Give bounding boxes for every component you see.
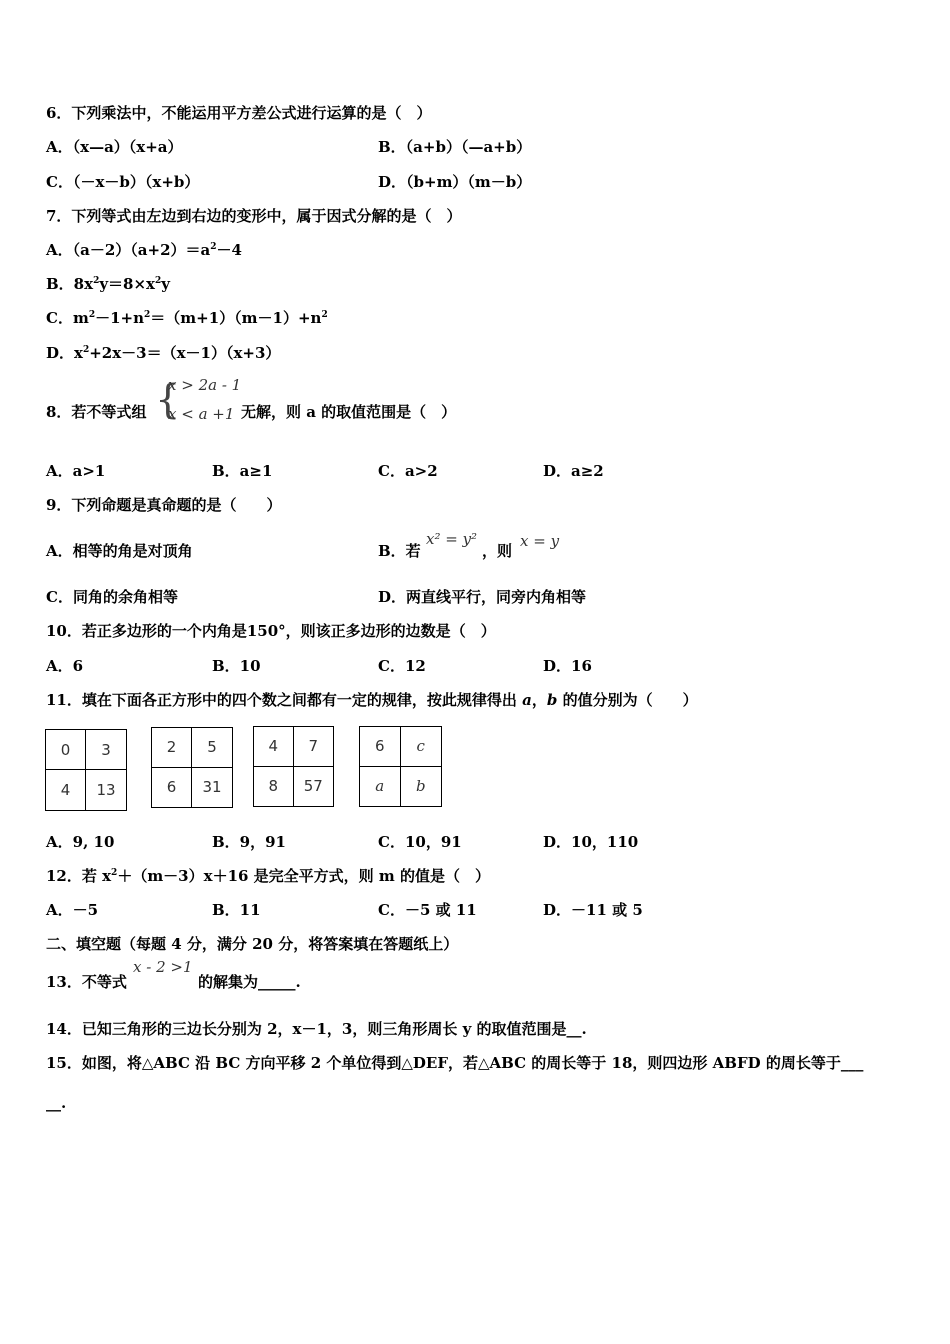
square-cell: 6 (152, 768, 192, 808)
q10-option-c: C．12 (378, 657, 426, 675)
q11-option-b: B．9，91 (212, 833, 286, 851)
q13-stem-pre: 13．不等式 (46, 973, 127, 991)
q12-option-c: C．－5 或 11 (378, 901, 477, 919)
square-cell: c (401, 727, 442, 767)
q12-stem: 12．若 $x^2+(m-3)x+16$ 是完全平方式，则 m 的值是（ ） (46, 867, 490, 885)
square-cell: 13 (96, 781, 116, 799)
q8-stem-pre: 8．若不等式组 (46, 403, 147, 421)
q9-option-b-math2: x = y (520, 532, 560, 550)
q9-stem: 9．下列命题是真命题的是（ ） (46, 496, 282, 514)
q11-option-c: C．10，91 (378, 833, 462, 851)
q6-option-c: C．（－x－b）（x+b） (46, 173, 200, 191)
q8-option-d: D．a≥2 (543, 462, 604, 480)
q13-stem-post: 的解集为_____. (198, 973, 301, 991)
q11-option-a: A．9, 10 (46, 833, 115, 851)
q6-option-b: B．（a+b）（—a+b） (378, 138, 532, 156)
square-cell: 8 (254, 767, 294, 807)
q7-stem: 7．下列等式由左边到右边的变形中，属于因式分解的是（ ） (46, 207, 462, 225)
q11-square-1 (45, 729, 127, 811)
q8-system-row1: x > 2a - 1 (168, 376, 242, 394)
q6-option-a: A．（x—a）（x+a） (46, 138, 183, 156)
square-cell: 4 (46, 770, 86, 810)
q12-option-b: B．11 (212, 901, 261, 919)
square-cell: 7 (294, 727, 334, 767)
q8-option-a: A．a>1 (46, 462, 106, 480)
square-cell: a (360, 767, 401, 807)
square-cell: 4 (254, 727, 294, 767)
q6-option-d: D．（b+m）（m－b） (378, 173, 532, 191)
q7-option-d: D．$x^2+2x-3=(x-1)(x+3)$ (46, 344, 281, 362)
q9-option-b-math1: x² = y² (426, 530, 478, 548)
q7-option-a: A．$(a-2)(a+2)=a^2-4$ (46, 241, 242, 259)
q15-stem-line1: 15．如图，将△ABC 沿 BC 方向平移 2 个单位得到△DEF，若△ABC 的周长等于 18，则四边形 ABFD 的周长等于___ (46, 1054, 864, 1072)
q11-square-3 (253, 726, 334, 807)
square-cell: 31 (202, 778, 222, 797)
q14-stem: 14．已知三角形的三边长分别为 2，x－1，3，则三角形周长 y 的取值范围是__. (46, 1020, 587, 1038)
q9-option-d: D．两直线平行，同旁内角相等 (378, 588, 587, 606)
square-cell: b (415, 777, 426, 796)
q10-option-b: B．10 (212, 657, 261, 675)
square-cell: 6 (360, 727, 401, 767)
q8-brace: { (155, 377, 181, 423)
q10-option-a: A．6 (46, 657, 84, 675)
q12-option-a: A．－5 (46, 901, 99, 919)
square-cell: 5 (192, 728, 232, 768)
q10-option-d: D．16 (543, 657, 592, 675)
q8-stem-post: 无解，则 a 的取值范围是（ ） (241, 403, 457, 421)
square-cell: 2 (152, 728, 192, 768)
q9-option-b-mid: ，则 (482, 542, 513, 560)
q11-square-2 (151, 727, 233, 808)
section-heading-fill-in: 二、填空题（每题 4 分，满分 20 分，将答案填在答题纸上） (46, 935, 459, 953)
square-cell: 0 (46, 730, 86, 770)
q8-option-c: C．a>2 (378, 462, 438, 480)
square-cell: 3 (86, 730, 126, 770)
q15-stem-line2: __. (46, 1094, 67, 1112)
q13-math: x - 2 >1 (133, 958, 193, 976)
q7-option-b: B．$8x^2y=8\times x^2y$ (46, 275, 170, 293)
q8-system-row2: x < a +1 (168, 405, 235, 423)
q8-option-b: B．a≥1 (212, 462, 273, 480)
q9-option-b-pre: B．若 (378, 542, 421, 560)
q9-option-c: C．同角的余角相等 (46, 588, 178, 606)
square-cell: 57 (303, 777, 323, 796)
q11-stem: 11．填在下面各正方形中的四个数之间都有一定的规律，按此规律得出 a，b 的值分别为（ ） (46, 691, 698, 709)
q12-option-d: D．－11 或 5 (543, 901, 643, 919)
q7-option-c: C．$m^2-1+n^2=(m+1)(m-1)+n^2$ (46, 309, 328, 327)
q9-option-a: A．相等的角是对顶角 (46, 542, 193, 560)
q6-stem: 6．下列乘法中，不能运用平方差公式进行运算的是（ ） (46, 104, 432, 122)
q10-stem: 10．若正多边形的一个内角是150°，则该正多边形的边数是（ ） (46, 622, 496, 640)
q11-option-d: D．10，110 (543, 833, 639, 851)
q11-square-4 (359, 726, 442, 807)
